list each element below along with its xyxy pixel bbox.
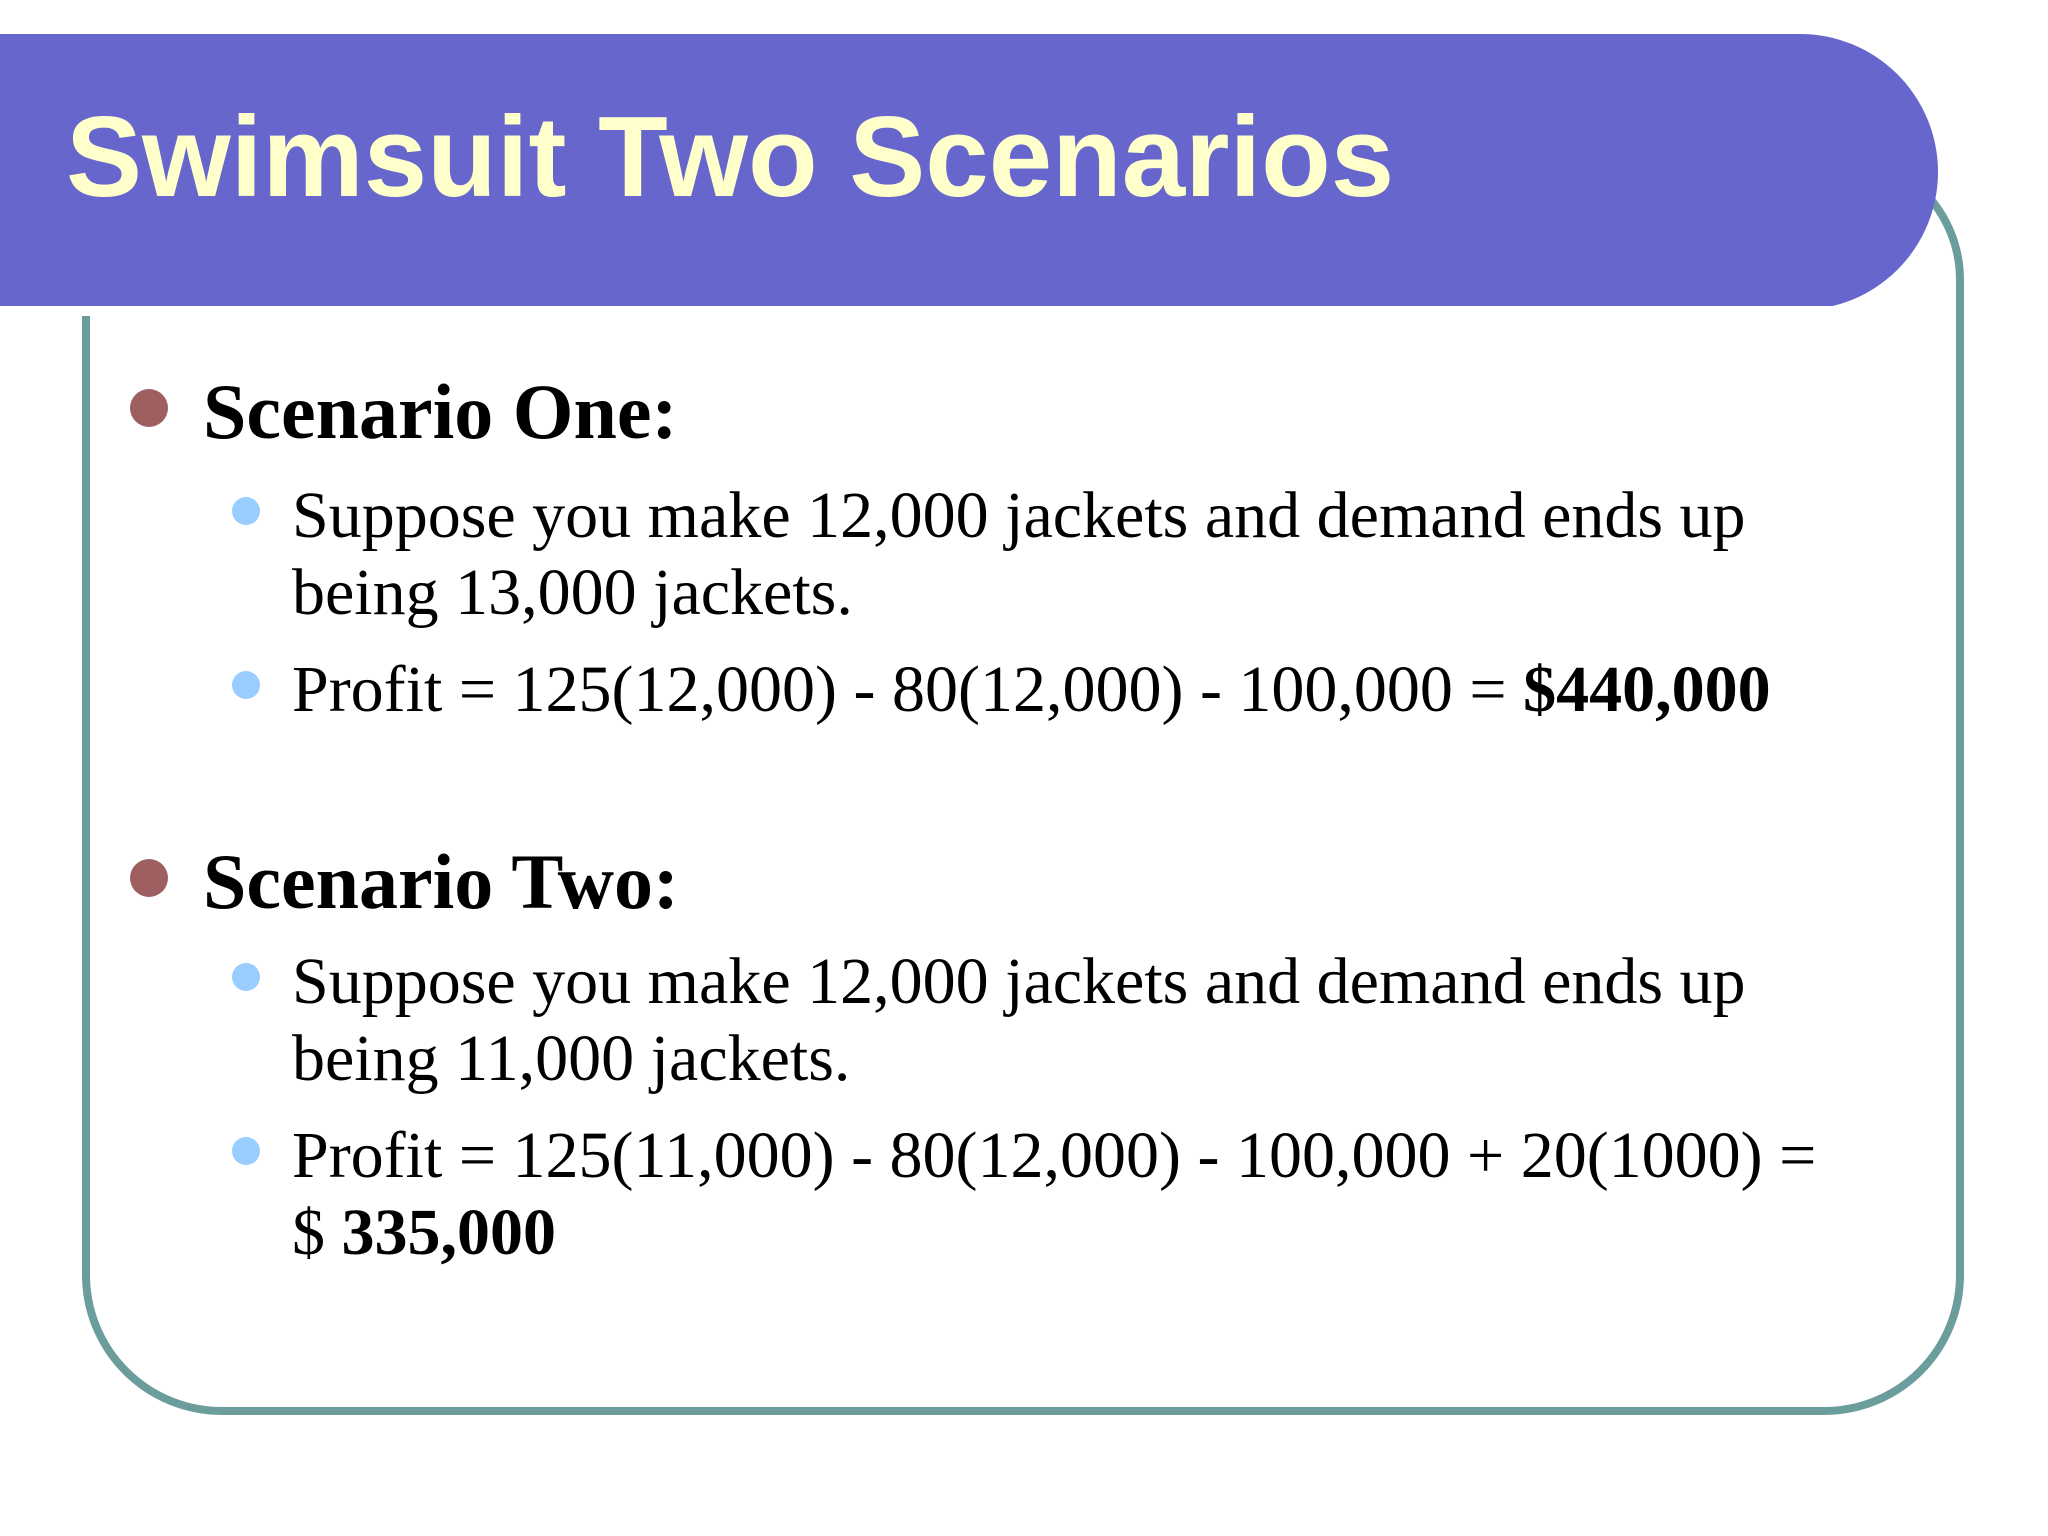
scenario-two-point-1-line-2: being 11,000 jackets.	[292, 1022, 851, 1095]
scenario-two-profit-formula: Profit = 125(11,000) - 80(12,000) - 100,000 + 20(1000) =	[292, 1119, 1817, 1192]
scenario-one-point-1-bullet	[232, 497, 260, 525]
scenario-two-point-2-bullet	[232, 1137, 260, 1165]
scenario-one-profit-result: $440,000	[1523, 653, 1771, 726]
title-underline	[0, 306, 1836, 316]
scenario-two-profit-currency: $	[292, 1196, 342, 1269]
scenario-two-profit-result: 335,000	[341, 1196, 556, 1269]
scenario-one-point-2-bullet	[232, 671, 260, 699]
scenario-one-bullet	[130, 389, 168, 427]
scenario-two-bullet	[130, 859, 168, 897]
scenario-one-heading: Scenario One:	[203, 368, 678, 455]
scenario-one-point-1-line-1: Suppose you make 12,000 jackets and demand ends up	[292, 479, 1746, 552]
scenario-one-profit-formula: Profit = 125(12,000) - 80(12,000) - 100,000 =	[292, 653, 1524, 726]
scenario-two-profit-line	[292, 1194, 556, 1271]
slide-title: Swimsuit Two Scenarios	[66, 94, 1395, 221]
scenario-two-point-1-bullet	[232, 963, 260, 991]
scenario-two-heading: Scenario Two:	[203, 838, 679, 925]
scenario-one-profit-line	[292, 651, 1771, 728]
scenario-one-point-1-line-2: being 13,000 jackets.	[292, 556, 853, 629]
scenario-two-point-1-line-1: Suppose you make 12,000 jackets and demand ends up	[292, 945, 1746, 1018]
